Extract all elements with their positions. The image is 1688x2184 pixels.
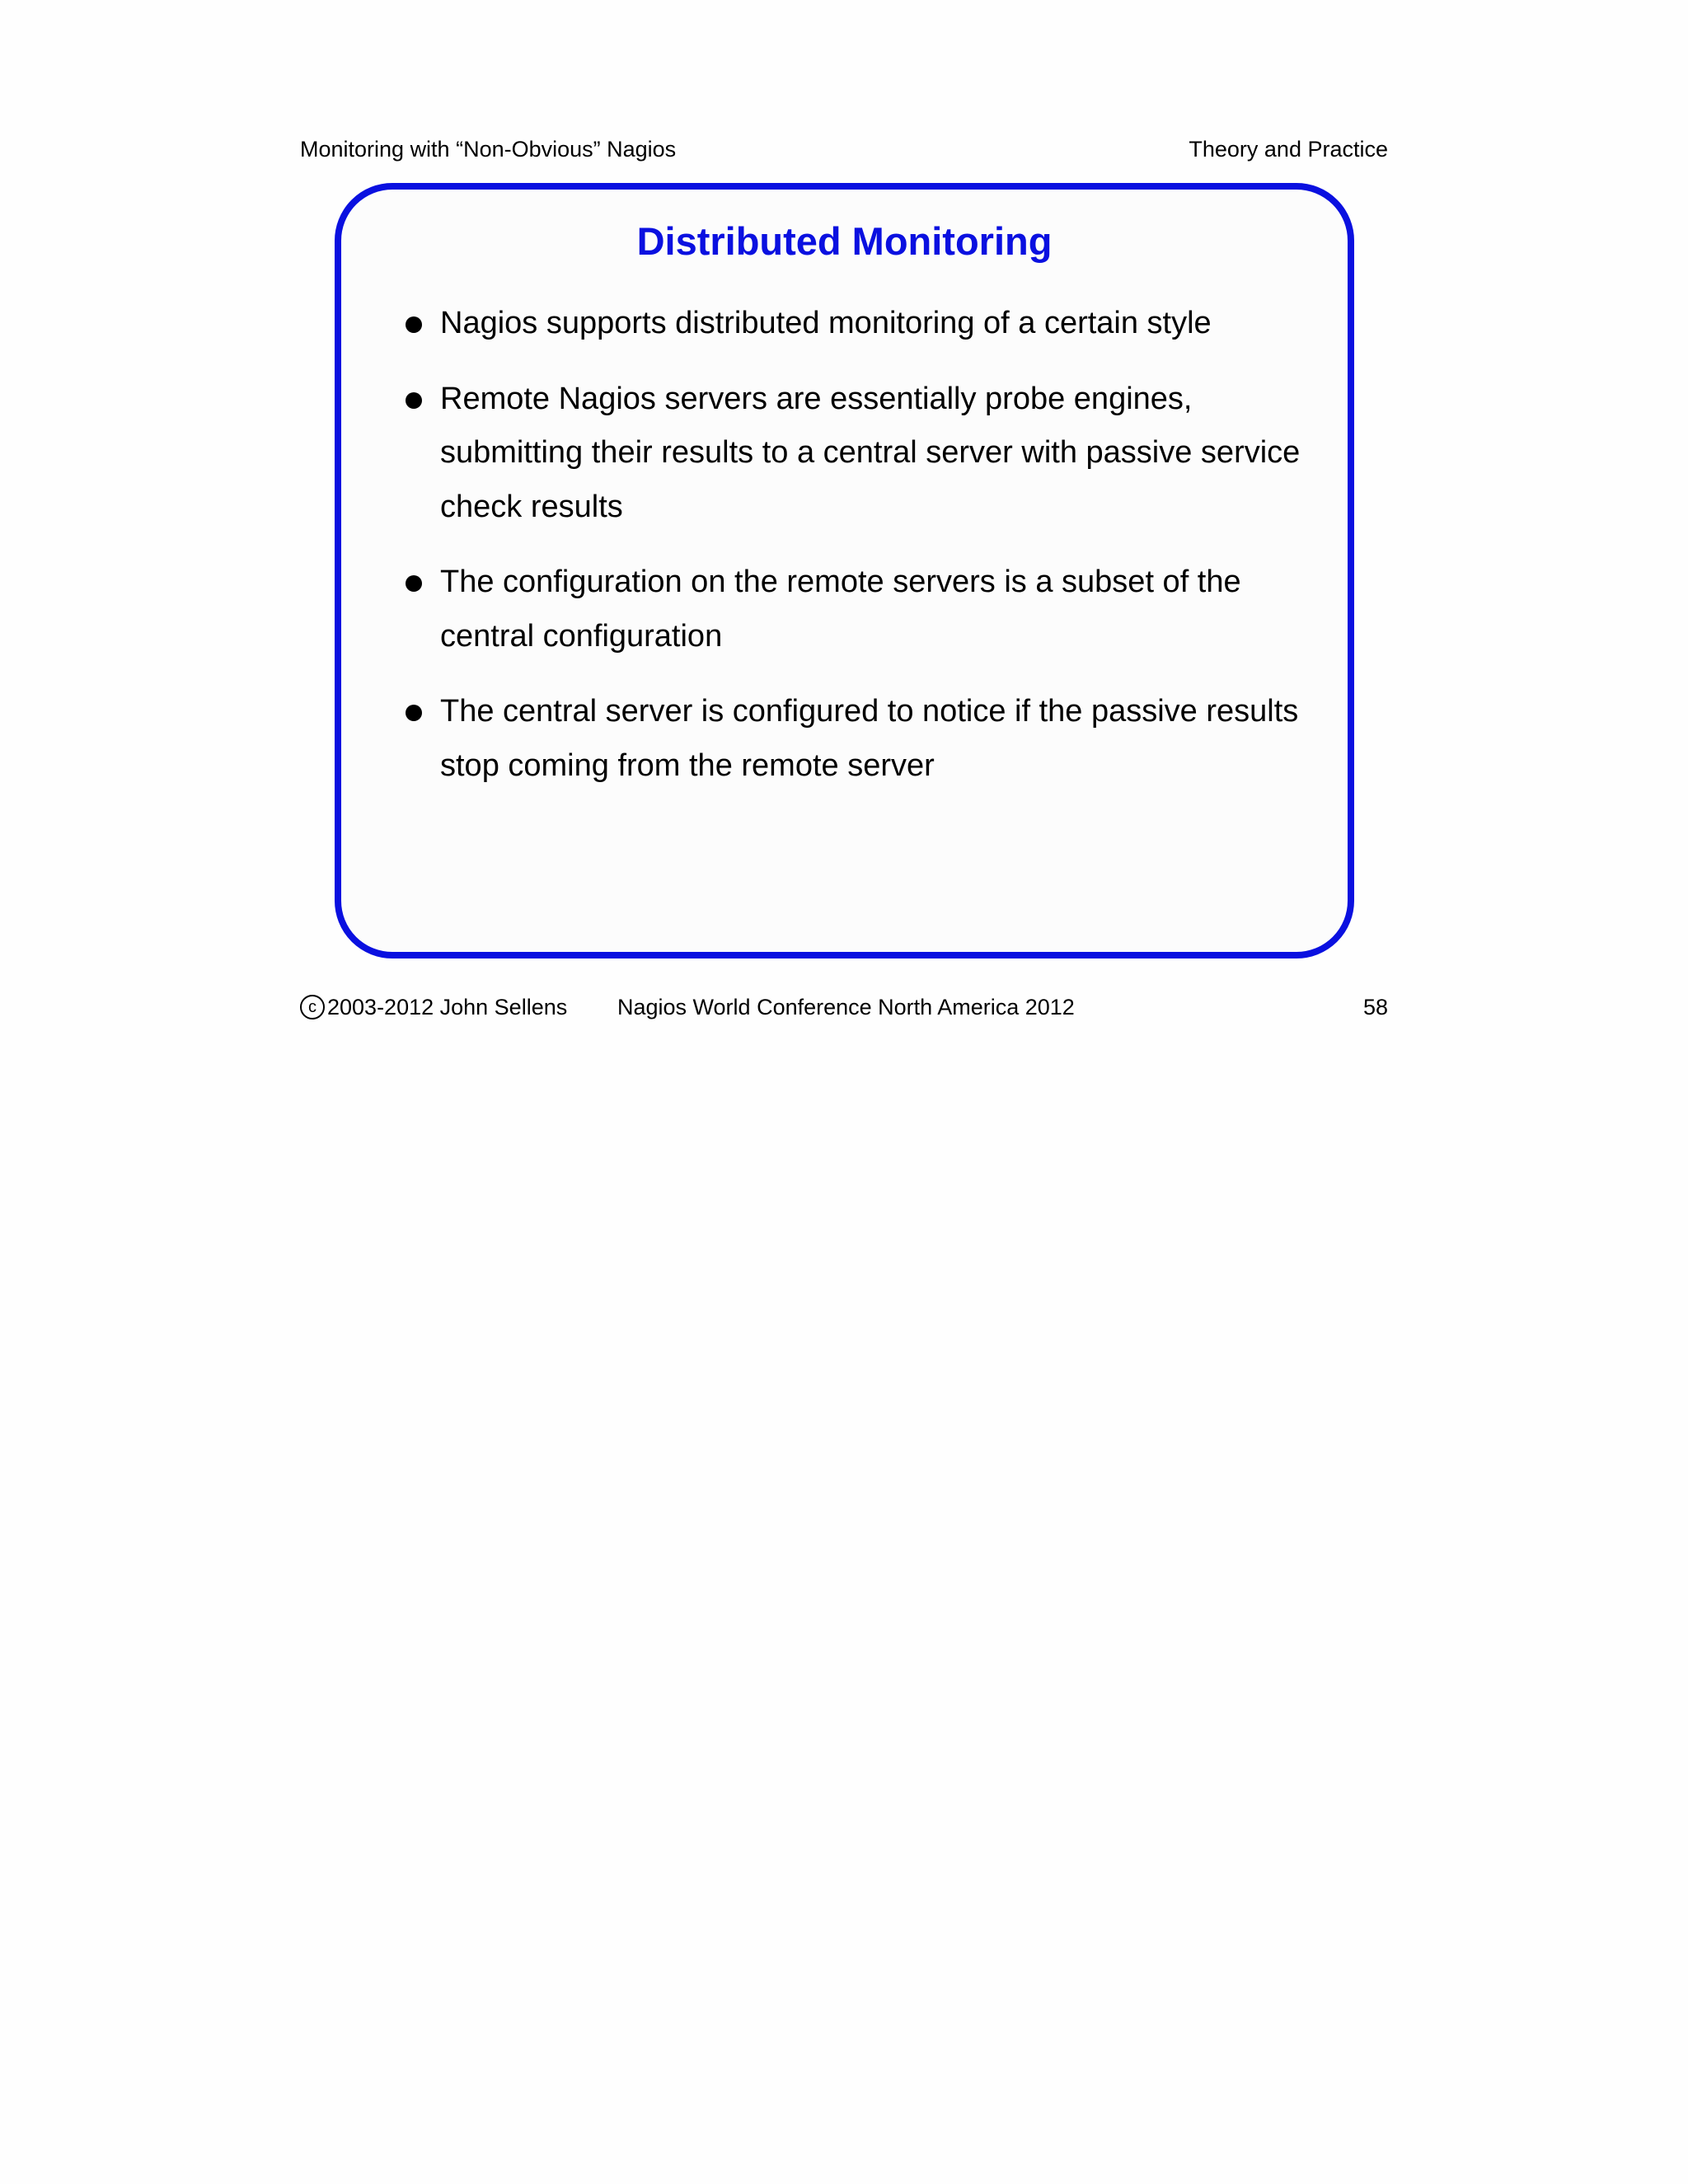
bullet-list xyxy=(399,297,1322,814)
bullet-text: The central server is configured to notice if the passive results stop coming from the remote server xyxy=(440,694,1299,783)
bullet-item xyxy=(399,555,1322,663)
slide-title: Distributed Monitoring xyxy=(636,219,1053,263)
copyright-text: 2003-2012 John Sellens xyxy=(327,995,568,1019)
bullet-text: The configuration on the remote servers is a subset of the central configuration xyxy=(440,565,1241,654)
bullet-dot-icon xyxy=(406,392,422,409)
bullet-dot-icon xyxy=(406,705,422,721)
slide-frame xyxy=(335,183,1354,958)
bullet-item xyxy=(399,685,1322,793)
document-title: Monitoring with “Non-Obvious” Nagios xyxy=(300,137,677,162)
bullet-text: Remote Nagios servers are essentially probe engines, submitting their results to a central server with passive service check results xyxy=(440,381,1301,524)
bullet-text: Nagios supports distributed monitoring of a certain style xyxy=(440,306,1212,340)
conference-name: Nagios World Conference North America 2012 xyxy=(617,995,1075,1019)
copyright xyxy=(300,992,567,1022)
bullet-dot-icon xyxy=(406,316,422,333)
page-footer xyxy=(300,992,1388,1022)
bullet-dot-icon xyxy=(406,575,422,592)
page-header xyxy=(300,134,1388,164)
bullet-item xyxy=(399,373,1322,535)
bullet-item xyxy=(399,297,1322,351)
page-number: 58 xyxy=(1362,995,1388,1019)
section-title: Theory and Practice xyxy=(1189,137,1388,162)
copyright-icon: c xyxy=(300,995,325,1019)
